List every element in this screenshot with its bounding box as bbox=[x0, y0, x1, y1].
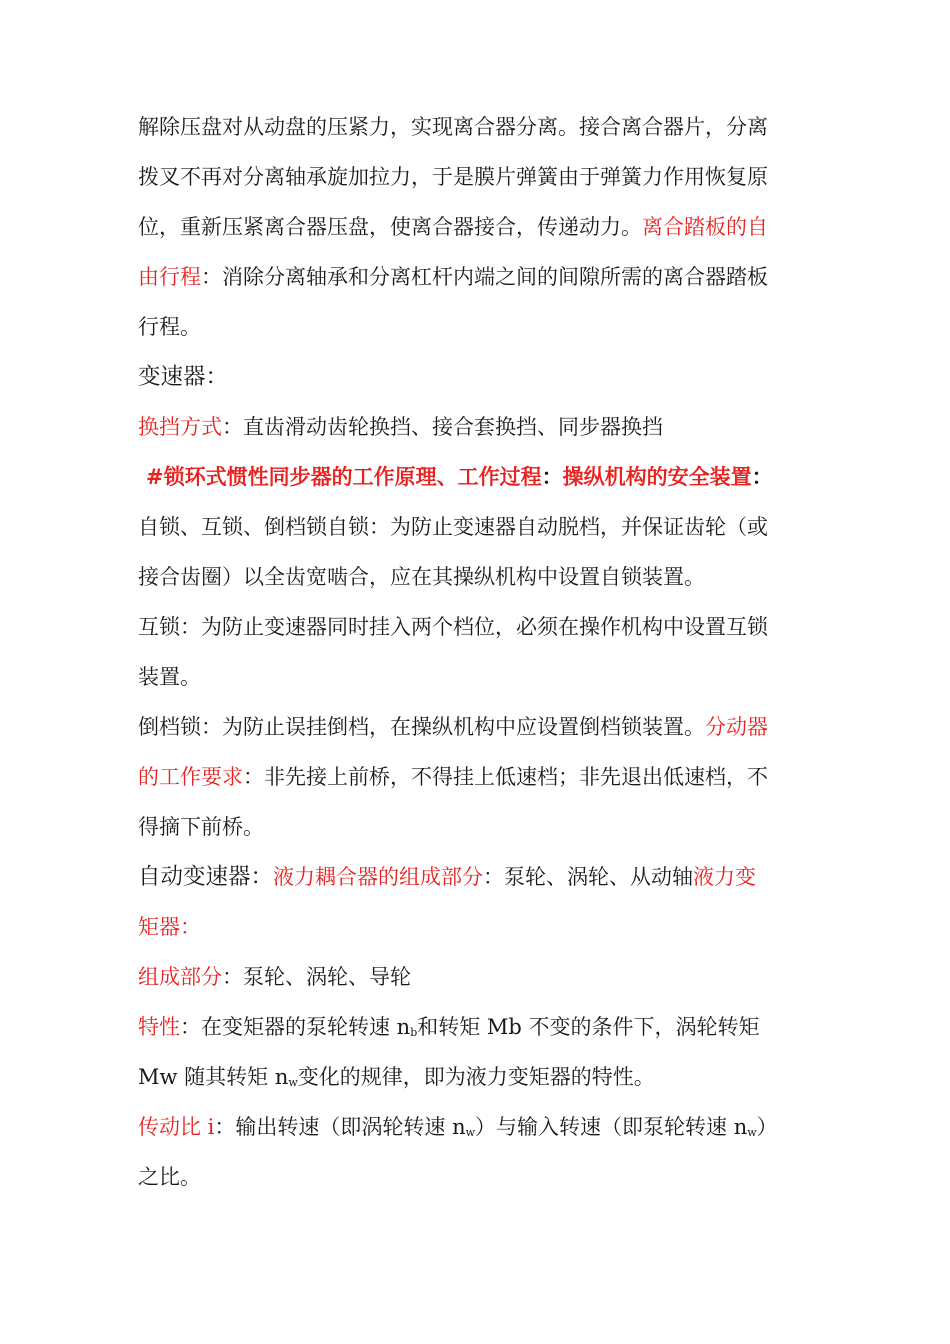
text-line bbox=[138, 162, 768, 192]
subscript: w bbox=[465, 1126, 476, 1139]
text-span: 接合齿圈）以全齿宽啮合，应在其操纵机构中设置自锁装置。 bbox=[138, 565, 705, 589]
text-line bbox=[138, 612, 768, 642]
highlighted-term: 液力变 bbox=[693, 865, 757, 889]
text-span: 变化的规律，即为液力变矩器的特性。 bbox=[297, 1065, 655, 1089]
text-span: 拨叉不再对分离轴承旋加拉力，于是膜片弹簧由于弹簧力作用恢复原 bbox=[138, 165, 768, 189]
highlighted-term: 液力耦合器的组成部分 bbox=[273, 865, 484, 889]
text-span: ：消除分离轴承和分离杠杆内端之间的间隙所需的离合器踏板 bbox=[201, 265, 768, 289]
text-span: 位，重新压紧离合器压盘，使离合器接合，传递动力。 bbox=[138, 215, 642, 239]
text-line bbox=[138, 712, 768, 742]
text-line bbox=[146, 462, 773, 492]
text-span: ） bbox=[756, 1115, 778, 1139]
text-span: 互锁：为防止变速器同时挂入两个档位，必须在操作机构中设置互锁 bbox=[138, 615, 768, 639]
text-line bbox=[138, 562, 705, 592]
text-span: 装置。 bbox=[138, 665, 201, 689]
text-span: ： bbox=[751, 464, 773, 489]
text-span: 变速器： bbox=[138, 364, 229, 390]
text-span: 得摘下前桥。 bbox=[138, 815, 264, 839]
subscript: w bbox=[747, 1126, 757, 1139]
text-line bbox=[138, 362, 228, 392]
text-line bbox=[138, 812, 264, 842]
text-line bbox=[138, 1012, 760, 1048]
text-line bbox=[138, 862, 756, 892]
text-line bbox=[138, 1162, 201, 1192]
highlighted-term: 离合踏板的自 bbox=[642, 215, 768, 239]
text-span: ：在变矩器的泵轮转速 n bbox=[180, 1015, 411, 1039]
highlighted-term: 传动比 i bbox=[138, 1115, 215, 1139]
text-line bbox=[138, 1112, 778, 1148]
text-span: 行程。 bbox=[138, 315, 201, 339]
text-line bbox=[138, 512, 768, 542]
highlighted-term: 的工作要求 bbox=[138, 765, 243, 789]
text-line bbox=[138, 662, 201, 692]
subscript: b bbox=[410, 1026, 418, 1039]
highlighted-term: 由行程 bbox=[138, 265, 201, 289]
text-span: Mw 随其转矩 n bbox=[138, 1065, 289, 1089]
text-line bbox=[138, 962, 411, 992]
text-span: 之比。 bbox=[138, 1165, 201, 1189]
text-line bbox=[138, 312, 201, 342]
text-line bbox=[138, 412, 663, 442]
text-line bbox=[138, 912, 201, 942]
text-span: ：直齿滑动齿轮换挡、接合套换挡、同步器换挡 bbox=[222, 415, 663, 439]
text-span: ：输出转速（即涡轮转速 n bbox=[214, 1115, 466, 1139]
text-line bbox=[138, 112, 768, 142]
text-span: 倒档锁：为防止误挂倒档，在操纵机构中应设置倒档锁装置。 bbox=[138, 715, 705, 739]
text-span: 和转矩 Mb 不变的条件下，涡轮转矩 bbox=[417, 1015, 760, 1039]
text-line bbox=[138, 762, 768, 792]
highlighted-term: 特性 bbox=[138, 1015, 180, 1039]
text-span: ）与输入转速（即泵轮转速 n bbox=[475, 1115, 748, 1139]
highlighted-term: 换挡方式 bbox=[138, 415, 222, 439]
text-span: ： bbox=[541, 464, 563, 489]
highlighted-term: 操纵机构的安全装置 bbox=[562, 464, 752, 489]
highlighted-term: 分动器 bbox=[705, 715, 768, 739]
text-line bbox=[138, 1062, 655, 1098]
text-span: ：非先接上前桥，不得挂上低速档；非先退出低速档，不 bbox=[243, 765, 768, 789]
highlighted-term: #锁环式惯性同步器的工作原理、工作过程 bbox=[146, 464, 542, 489]
text-span: ：泵轮、涡轮、导轮 bbox=[222, 965, 411, 989]
text-span: 解除压盘对从动盘的压紧力，实现离合器分离。接合离合器片，分离 bbox=[138, 115, 768, 139]
text-span: 自锁、互锁、倒档锁自锁：为防止变速器自动脱档，并保证齿轮（或 bbox=[138, 515, 768, 539]
text-line bbox=[138, 212, 768, 242]
text-span: 自动变速器： bbox=[138, 864, 274, 890]
subscript: w bbox=[288, 1076, 298, 1089]
highlighted-term: 组成部分 bbox=[138, 965, 222, 989]
text-span: ：泵轮、涡轮、从动轴 bbox=[483, 865, 694, 889]
text-line bbox=[138, 262, 768, 292]
highlighted-term: 矩器： bbox=[138, 915, 201, 939]
